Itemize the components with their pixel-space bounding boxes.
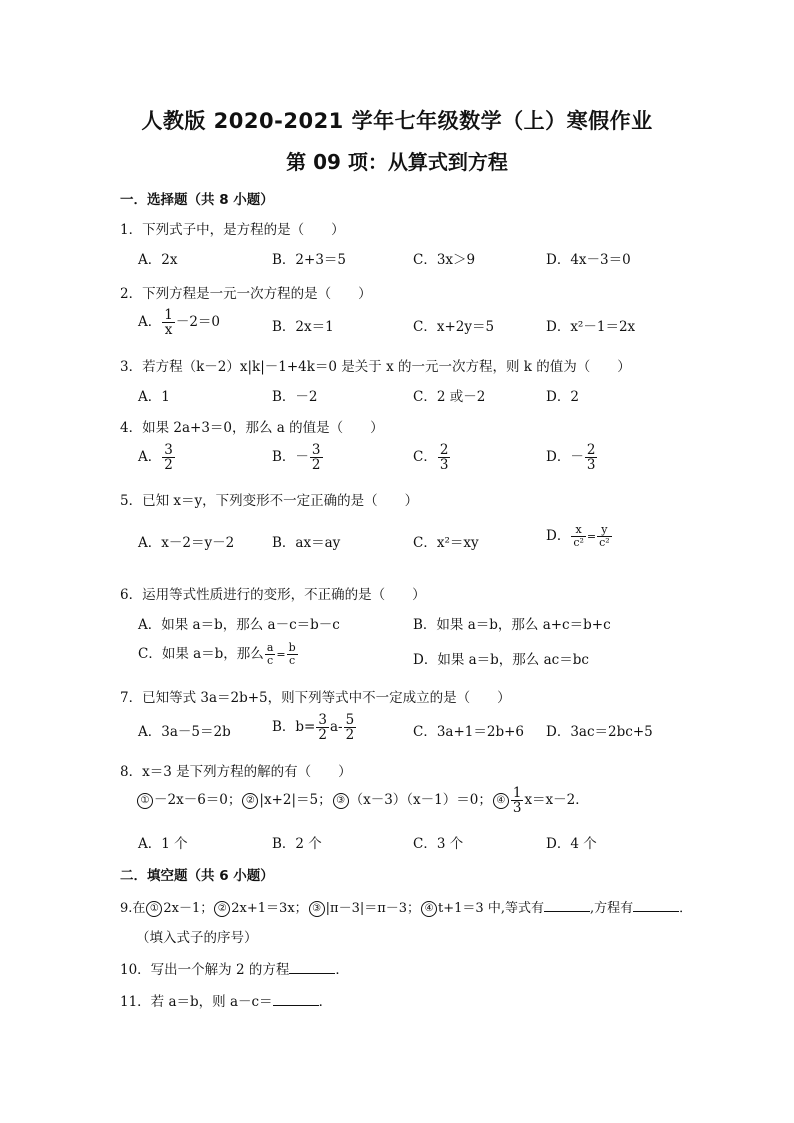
question-2-stem: 2．下列方程是一元一次方程的是（ ） [120, 286, 372, 302]
q7-option-d: D．3ac＝2bc+5 [546, 724, 653, 740]
question-3-stem: 3．若方程（k－2）x|k|－1+4k＝0 是关于 x 的一元一次方程，则 k 的值为（ ） [120, 359, 631, 375]
q2-option-c: C．x+2y＝5 [413, 319, 495, 335]
q6-option-c: C．如果 a＝b，那么 $\frac{a}{c}$ = $\frac{b}{c}$ [138, 641, 296, 667]
q2-option-d: D．x²－1＝2x [546, 319, 636, 335]
section-heading-fill: 二．填空题（共 6 小题） [120, 868, 274, 884]
circled-2: ② [242, 793, 258, 809]
q4-option-a: A． $\frac{3}{2}$ [138, 442, 173, 474]
page-subtitle: 第 09 项：从算式到方程 [286, 150, 508, 174]
q6-option-b: B．如果 a＝b，那么 a+c＝b+c [413, 617, 611, 633]
q1-option-a: A．2x [138, 252, 178, 268]
q3-option-c: C．2 或－2 [413, 389, 486, 405]
q5-option-c: C．x²＝xy [413, 535, 479, 551]
question-8-stem: 8．x＝3 是下列方程的解的有（ ） [120, 764, 352, 780]
q8-option-c: C．3 个 [413, 836, 464, 852]
question-11-stem: 11．若 a＝b，则 a－c＝ ． [120, 994, 333, 1010]
q5-option-a: A．x－2＝y－2 [138, 535, 235, 551]
question-5-stem: 5．已知 x＝y，下列变形不一定正确的是（ ） [120, 493, 419, 509]
q2-option-a: A． $\frac{1}{x}$ －2＝0 [138, 307, 221, 339]
answer-blank[interactable] [289, 961, 335, 974]
q1-option-b: B．2+3＝5 [272, 252, 346, 268]
q4-option-c: C． $\frac{2}{3}$ [413, 442, 449, 474]
circled-1: ① [137, 793, 153, 809]
answer-blank[interactable] [544, 899, 590, 912]
question-1-stem: 1．下列式子中，是方程的是（ ） [120, 222, 345, 238]
q5-option-b: B．ax＝ay [272, 535, 341, 551]
q6-option-a: A．如果 a＝b，那么 a－c＝b－c [138, 617, 340, 633]
q7-option-a: A．3a－5＝2b [138, 724, 231, 740]
q2-option-b: B．2x＝1 [272, 319, 334, 335]
q8-option-b: B．2 个 [272, 836, 322, 852]
q4-option-b: B．－ $\frac{3}{2}$ [272, 442, 321, 474]
q8-equations: ① －2x－6＝0； ② |x+2|＝5； ③ （x－3）（x－1）＝0； ④ $\frac{1}{3}$ x＝x－2． [136, 786, 589, 815]
q1-option-c: C．3x＞9 [413, 252, 476, 268]
q8-option-d: D．4 个 [546, 836, 597, 852]
q7-option-b: B．b= $\frac{3}{2}$ a- $\frac{5}{2}$ [272, 712, 355, 744]
section-heading-choice: 一．选择题（共 8 小题） [120, 192, 274, 208]
q6-option-d: D．如果 a＝b，那么 ac＝bc [413, 652, 589, 668]
question-9-note: （填入式子的序号） [136, 930, 258, 946]
circled-4: ④ [493, 793, 509, 809]
q3-option-d: D．2 [546, 389, 579, 405]
page-title: 人教版 2020-2021 学年七年级数学（上）寒假作业 [141, 109, 653, 133]
question-7-stem: 7．已知等式 3a＝2b+5，则下列等式中不一定成立的是（ ） [120, 690, 511, 706]
q5-option-d: D． $\frac{x}{\text{c²}}$ = $\frac{y}{\text{c²}}$ [546, 523, 610, 549]
q8-option-a: A．1 个 [138, 836, 188, 852]
question-9-stem: 9.在 ① 2x－1； ② 2x+1＝3x； ③ |π－3|＝π－3； ④ t+1＝3 中,等式有 ,方程有 ． [120, 901, 693, 916]
answer-blank[interactable] [633, 899, 679, 912]
q7-option-c: C．3a+1＝2b+6 [413, 724, 524, 740]
question-10-stem: 10．写出一个解为 2 的方程 ． [120, 962, 349, 978]
q3-option-a: A．1 [138, 389, 170, 405]
answer-blank[interactable] [273, 993, 319, 1006]
question-4-stem: 4．如果 2a+3＝0，那么 a 的值是（ ） [120, 420, 384, 436]
question-6-stem: 6．运用等式性质进行的变形，不正确的是（ ） [120, 587, 426, 603]
q4-option-d: D．－ $\frac{2}{3}$ [546, 442, 596, 474]
q3-option-b: B．－2 [272, 389, 318, 405]
circled-3: ③ [333, 793, 349, 809]
q1-option-d: D．4x－3＝0 [546, 252, 631, 268]
